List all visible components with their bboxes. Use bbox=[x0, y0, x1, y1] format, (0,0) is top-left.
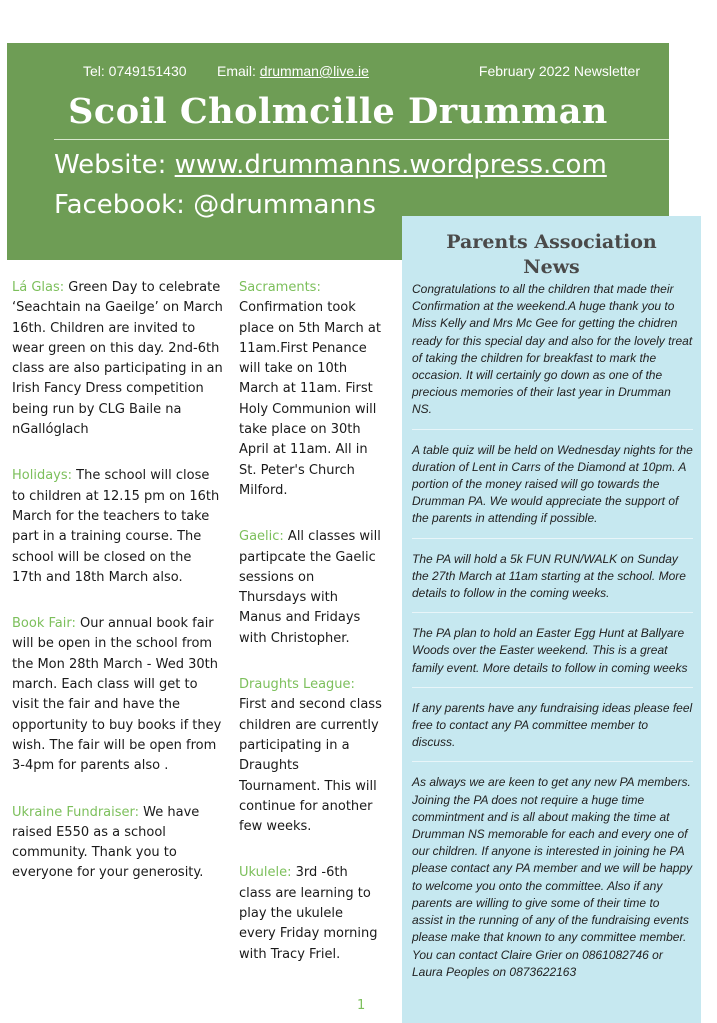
section-body: All classes will partipcate the Gaelic sessions on Thursdays with Manus and Fridays with Christopher. bbox=[239, 529, 381, 646]
email-link[interactable]: drumman@live.ie bbox=[259, 63, 369, 79]
website-label: Website: bbox=[54, 150, 167, 180]
pa-title-line: News bbox=[523, 256, 580, 278]
section-ukraine-fundraiser bbox=[12, 803, 225, 884]
pa-news-item: A table quiz will be held on Wednesday nights for the duration of Lent in Carrs of the Diamond at 10pm. A portion of the money raised will go towards the Drumman PA. We would appreciate the support of the parents in attending if possible. bbox=[412, 442, 693, 539]
newsletter-date: February 2022 Newsletter bbox=[478, 63, 640, 79]
section-heading: Draughts League: bbox=[239, 677, 355, 693]
section-book-fair bbox=[12, 614, 225, 776]
section-heading: Ukulele: bbox=[239, 865, 292, 881]
website-link[interactable]: www.drummanns.wordpress.com bbox=[174, 150, 607, 180]
telephone: Tel: 0749151430 bbox=[83, 63, 187, 79]
section-body: Confirmation took place on 5th March at 11am.First Penance will take on 10th March at 11am. First Holy Communion will take place on 30th April at 11am. All in St. Peter's Church Milford. bbox=[239, 300, 381, 498]
pa-news-item: As always we are keen to get any new PA members. Joining the PA does not require a huge time commintment and is all about making the time at Drumman NS memorable for each and every one of our children. If anyone is interested in joining he PA please contact any PA member and we will be happy to welcome you onto the committee. Also if any parents are willing to give some of their time to assist in the running of any of the fundraising events please make that known to any committee member. You can contact Claire Grier on 0861082746 or Laura Peoples on 0873622163 bbox=[412, 775, 693, 979]
pa-news-list bbox=[412, 281, 693, 1003]
section-gaelic bbox=[239, 527, 382, 649]
news-column-middle bbox=[239, 278, 382, 991]
email-label: Email: bbox=[217, 63, 256, 79]
facebook-line: Facebook: @drummanns bbox=[54, 190, 376, 220]
header-divider bbox=[54, 139, 669, 140]
pa-news-item: If any parents have any fundraising ideas please feel free to contact any PA committee member to discuss. bbox=[412, 700, 693, 763]
pa-title-line: Parents Association bbox=[446, 231, 657, 253]
email-contact bbox=[217, 63, 369, 79]
school-name: Scoil Cholmcille Drumman bbox=[68, 91, 608, 132]
page-number: 1 bbox=[357, 998, 366, 1013]
section-heading: Lá Glas: bbox=[12, 280, 65, 295]
section-body: 3rd -6th class are learning to play the ukulele every Friday morning with Tracy Friel. bbox=[239, 865, 378, 962]
section-body: Green Day to celebrate ‘Seachtain na Gaeilge’ on March 16th. Children are invited to wear green on this day. 2nd-6th class are also participating in an Irish Fancy Dress competition being run by CLG Baile na nGallóglach bbox=[12, 280, 223, 438]
section-heading: Book Fair: bbox=[12, 616, 76, 632]
section-draughts-league bbox=[239, 675, 382, 837]
section-body: The school will close to children at 12.15 pm on 16th March for the teachers to take part in a training course. The school will be closed on the 17th and 18th March also. bbox=[12, 468, 220, 585]
section-ukulele bbox=[239, 863, 382, 964]
website-line bbox=[54, 150, 607, 180]
pa-title bbox=[402, 230, 701, 280]
news-column-left bbox=[12, 278, 225, 910]
section-heading: Holidays: bbox=[12, 468, 73, 484]
section-heading: Ukraine Fundraiser: bbox=[12, 804, 140, 820]
section-body: We have raised E550 as a school community. Thank you to everyone for your generosity. bbox=[12, 804, 204, 881]
section-heading: Sacraments: bbox=[239, 280, 321, 295]
section-body: Our annual book fair will be open in the school from the Mon 28th March - Wed 30th march. Each class will get to visit the fair and have the opportunity to buy books if they wish. The fair will be open from 3-4pm for parents also . bbox=[12, 616, 222, 774]
parents-association-panel bbox=[402, 216, 701, 1023]
pa-news-item: The PA plan to hold an Easter Egg Hunt at Ballyare Woods over the Easter weekend. This is a great family event. More details to follow in coming weeks bbox=[412, 625, 693, 688]
section-heading: Gaelic: bbox=[239, 529, 284, 545]
section-body: First and second class children are currently participating in a Draughts Tournament. This will continue for another few weeks. bbox=[239, 697, 382, 835]
pa-news-item: Congratulations to all the children that made their Confirmation at the weekend.A huge thank you to Miss Kelly and Mrs Mc Gee for getting the chidren ready for this special day and also for the lovely treat of taking the children for breakfast to mark the occasion. It will certainly go down as one of the precious memories of their last year in Drumman NS. bbox=[412, 281, 693, 430]
section-sacraments bbox=[239, 278, 382, 501]
pa-news-item: The PA will hold a 5k FUN RUN/WALK on Sunday the 27th March at 11am starting at the school. More details to follow in the coming weeks. bbox=[412, 551, 693, 614]
contact-line bbox=[7, 63, 669, 81]
section-la-glas bbox=[12, 278, 225, 440]
section-holidays bbox=[12, 466, 225, 588]
